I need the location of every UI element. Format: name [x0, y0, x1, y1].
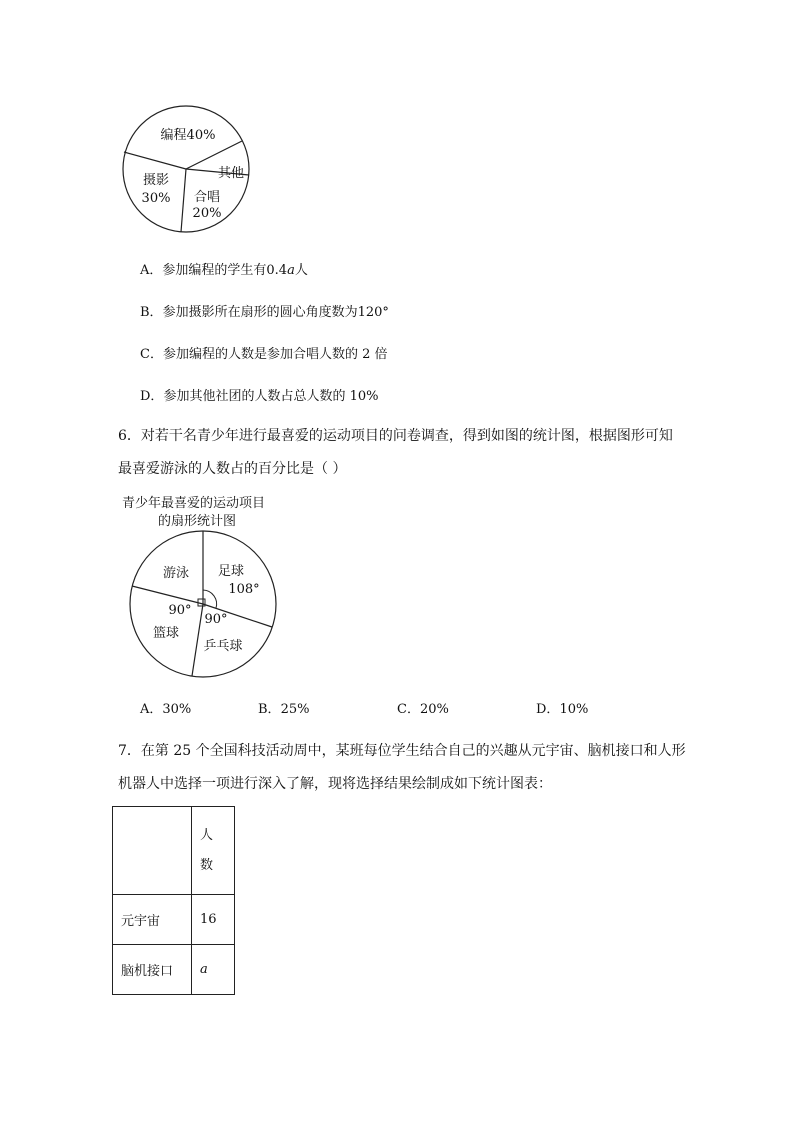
- sports-pie-divider-pingpong-left: [192, 604, 203, 676]
- table-row-name: 元宇宙: [113, 895, 192, 945]
- option-text: 参加其他社团的人数占总人数的 10%: [163, 389, 379, 404]
- option-text: 10%: [559, 702, 589, 717]
- option-letter: C．: [397, 702, 420, 717]
- club-pie-chart: [118, 98, 258, 240]
- club-pie-divider-other-top: [186, 141, 242, 169]
- option-text: 30%: [162, 702, 192, 717]
- option-letter: A．: [140, 702, 163, 717]
- option-letter: D．: [140, 389, 164, 404]
- club-pie-divider-photo-bottom: [181, 169, 186, 232]
- table-header-row: [113, 807, 235, 895]
- q6-stem-line1: 6．对若干名青少年进行最喜爱的运动项目的问卷调查，得到如图的统计图，根据图形可知: [118, 428, 673, 444]
- header-char: 人: [200, 827, 214, 843]
- option-letter: D．: [536, 702, 560, 717]
- slice-label-basketball-angle: 90°: [168, 603, 192, 618]
- option-text: 25%: [280, 702, 310, 717]
- q7-stem-line1: 7．在第 25 个全国科技活动周中，某班每位学生结合自己的兴趣从元宇宙、脑机接口和人形: [118, 743, 686, 759]
- slice-label-choir-name: 合唱: [193, 190, 221, 205]
- slice-label-soccer: 足球: [217, 564, 245, 579]
- q6-option-b: [258, 698, 309, 717]
- q5-option-a: [140, 259, 308, 278]
- q5-option-d: [140, 385, 378, 404]
- slice-label-basketball: 篮球: [152, 626, 180, 641]
- option-text: 参加编程的人数是参加合唱人数的 2 倍: [162, 347, 388, 362]
- sports-pie-divider-basketball-top: [132, 586, 203, 604]
- option-letter: A．: [140, 263, 163, 278]
- slice-label-other: 其他: [217, 166, 245, 181]
- header-char: 数: [200, 857, 214, 873]
- q7-stem-line2: 机器人中选择一项进行深入了解，现将选择结果绘制成如下统计图表：: [118, 776, 552, 792]
- chart2-title-line1: 青少年最喜爱的运动项目: [122, 496, 266, 511]
- slice-label-swim: 游泳: [162, 566, 190, 581]
- option-text: 20%: [419, 702, 449, 717]
- option-unit: 人: [294, 263, 308, 278]
- q6-stem-line2: 最喜爱游泳的人数占的百分比是（ ）: [118, 461, 347, 477]
- chart2-title-line2: 的扇形统计图: [158, 514, 237, 529]
- option-value: 0.4: [266, 263, 288, 278]
- table-row-value: a: [192, 945, 235, 995]
- option-text: 参加编程的学生有: [162, 263, 267, 278]
- table-row-name: 脑机接口: [113, 945, 192, 995]
- q5-option-c: [140, 343, 388, 362]
- option-text: 参加摄影所在扇形的圆心角度数为: [162, 305, 358, 320]
- slice-label-photo-name: 摄影: [142, 173, 170, 188]
- option-letter: B．: [140, 305, 163, 320]
- q7-stats-table: [112, 806, 235, 995]
- slice-label-choir-pct: 20%: [192, 206, 222, 221]
- option-value: 120°: [357, 305, 389, 320]
- q6-option-c: [397, 698, 449, 717]
- q6-option-d: [536, 698, 588, 717]
- sports-pie-chart: [126, 527, 278, 679]
- slice-label-photo-pct: 30%: [141, 191, 171, 206]
- slice-label-soccer-angle: 108°: [228, 582, 260, 597]
- table-corner-cell: [113, 807, 192, 895]
- table-row: [113, 945, 235, 995]
- table-header-count: [192, 807, 235, 895]
- option-variable: a: [287, 263, 295, 278]
- q6-option-a: [140, 698, 191, 717]
- club-pie-divider-photo-top: [124, 152, 186, 169]
- slice-label-pingpong-angle: 90°: [204, 612, 228, 627]
- slice-label-pingpong: 乒乓球: [203, 639, 243, 654]
- option-letter: C．: [140, 347, 163, 362]
- slice-label-programming: 编程40%: [160, 128, 216, 143]
- q5-option-b: [140, 301, 389, 320]
- table-row: [113, 895, 235, 945]
- table-row-value: 16: [192, 895, 235, 945]
- option-letter: B．: [258, 702, 281, 717]
